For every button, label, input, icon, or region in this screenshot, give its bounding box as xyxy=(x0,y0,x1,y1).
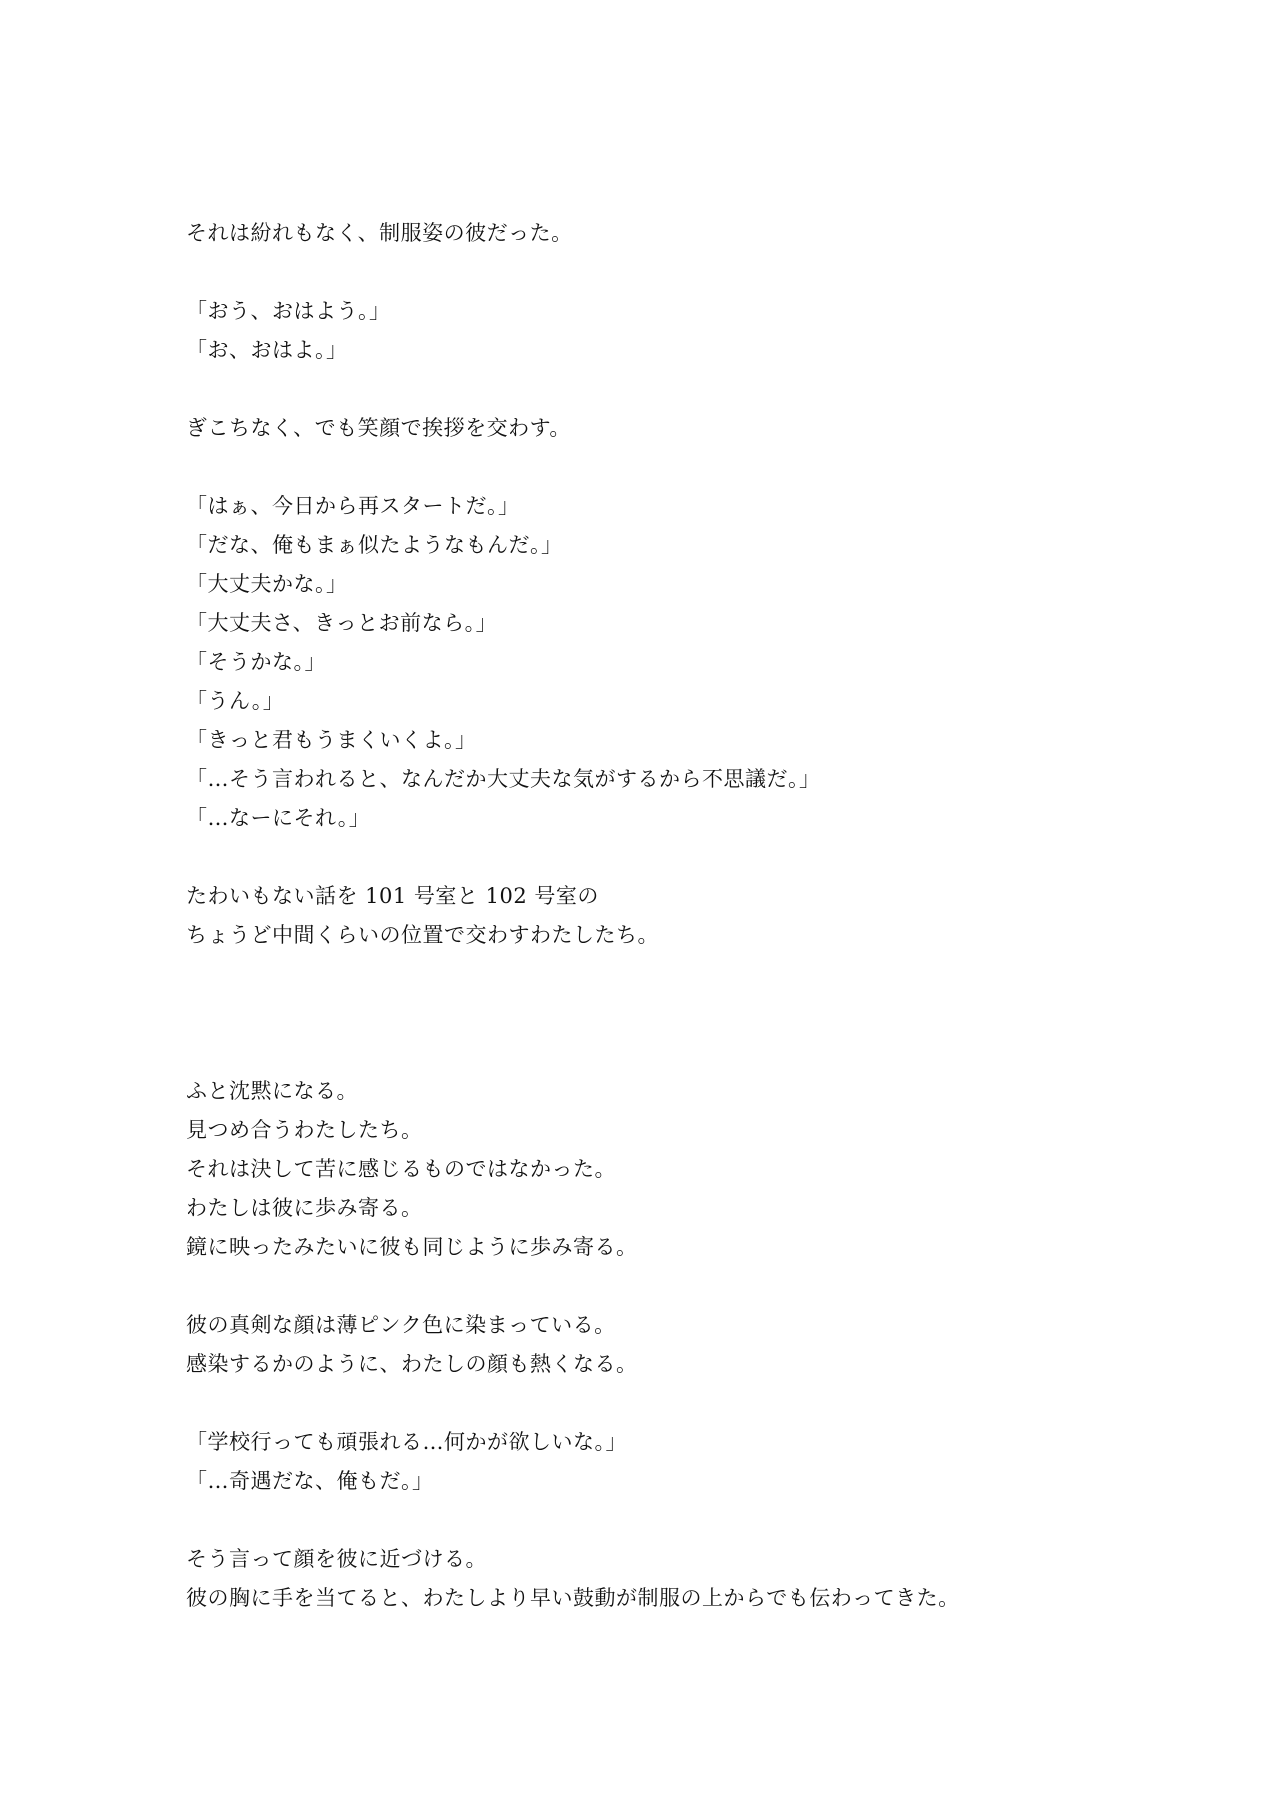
dialogue-line: 「…奇遇だな、俺もだ。」 xyxy=(186,1469,434,1493)
text-line: 彼の胸に手を当てると、わたしより早い鼓動が制服の上からでも伝わってきた。 xyxy=(186,1586,960,1610)
paragraph-6 xyxy=(186,1072,1206,1267)
dialogue-line: 「お、おはよ。」 xyxy=(186,338,348,362)
paragraph-1 xyxy=(186,214,1206,253)
text-line: 彼の真剣な顔は薄ピンク色に染まっている。 xyxy=(186,1313,616,1337)
text-line: 見つめ合うわたしたち。 xyxy=(186,1118,423,1142)
dialogue-line: 「はぁ、今日から再スタートだ。」 xyxy=(186,494,520,518)
text-line: ぎこちなく、でも笑顔で挨拶を交わす。 xyxy=(186,416,571,440)
text-line: そう言って顔を彼に近づける。 xyxy=(186,1547,487,1571)
dialogue-line: 「そうかな。」 xyxy=(186,650,326,674)
text-line: わたしは彼に歩み寄る。 xyxy=(186,1196,423,1220)
paragraph-9 xyxy=(186,1540,1206,1618)
story-text xyxy=(186,214,1206,1618)
paragraph-8 xyxy=(186,1423,1206,1501)
dialogue-line: 「学校行っても頑張れる…何かが欲しいな。」 xyxy=(186,1430,627,1454)
text-line: 鏡に映ったみたいに彼も同じように歩み寄る。 xyxy=(186,1235,638,1259)
paragraph-5 xyxy=(186,877,1206,955)
dialogue-line: 「おう、おはよう。」 xyxy=(186,299,391,323)
dialogue-line: 「だな、俺もまぁ似たようなもんだ。」 xyxy=(186,533,563,557)
text-line: それは決して苦に感じるものではなかった。 xyxy=(186,1157,616,1181)
text-line: ふと沈黙になる。 xyxy=(186,1079,358,1103)
dialogue-line: 「…そう言われると、なんだか大丈夫な気がするから不思議だ。」 xyxy=(186,767,821,791)
paragraph-3 xyxy=(186,409,1206,448)
dialogue-line: 「…なーにそれ。」 xyxy=(186,806,371,830)
paragraph-4 xyxy=(186,487,1206,838)
dialogue-line: 「大丈夫さ、きっとお前なら。」 xyxy=(186,611,498,635)
text-line: ちょうど中間くらいの位置で交わすわたしたち。 xyxy=(186,923,659,947)
dialogue-line: 「大丈夫かな。」 xyxy=(186,572,348,596)
paragraph-2 xyxy=(186,292,1206,370)
text-line: たわいもない話を 101 号室と 102 号室の xyxy=(186,884,599,908)
dialogue-line: 「きっと君もうまくいくよ。」 xyxy=(186,728,477,752)
text-line: 感染するかのように、わたしの顔も熱くなる。 xyxy=(186,1352,638,1376)
text-line: それは紛れもなく、制服姿の彼だった。 xyxy=(186,221,573,245)
paragraph-7 xyxy=(186,1306,1206,1384)
dialogue-line: 「うん。」 xyxy=(186,689,285,713)
